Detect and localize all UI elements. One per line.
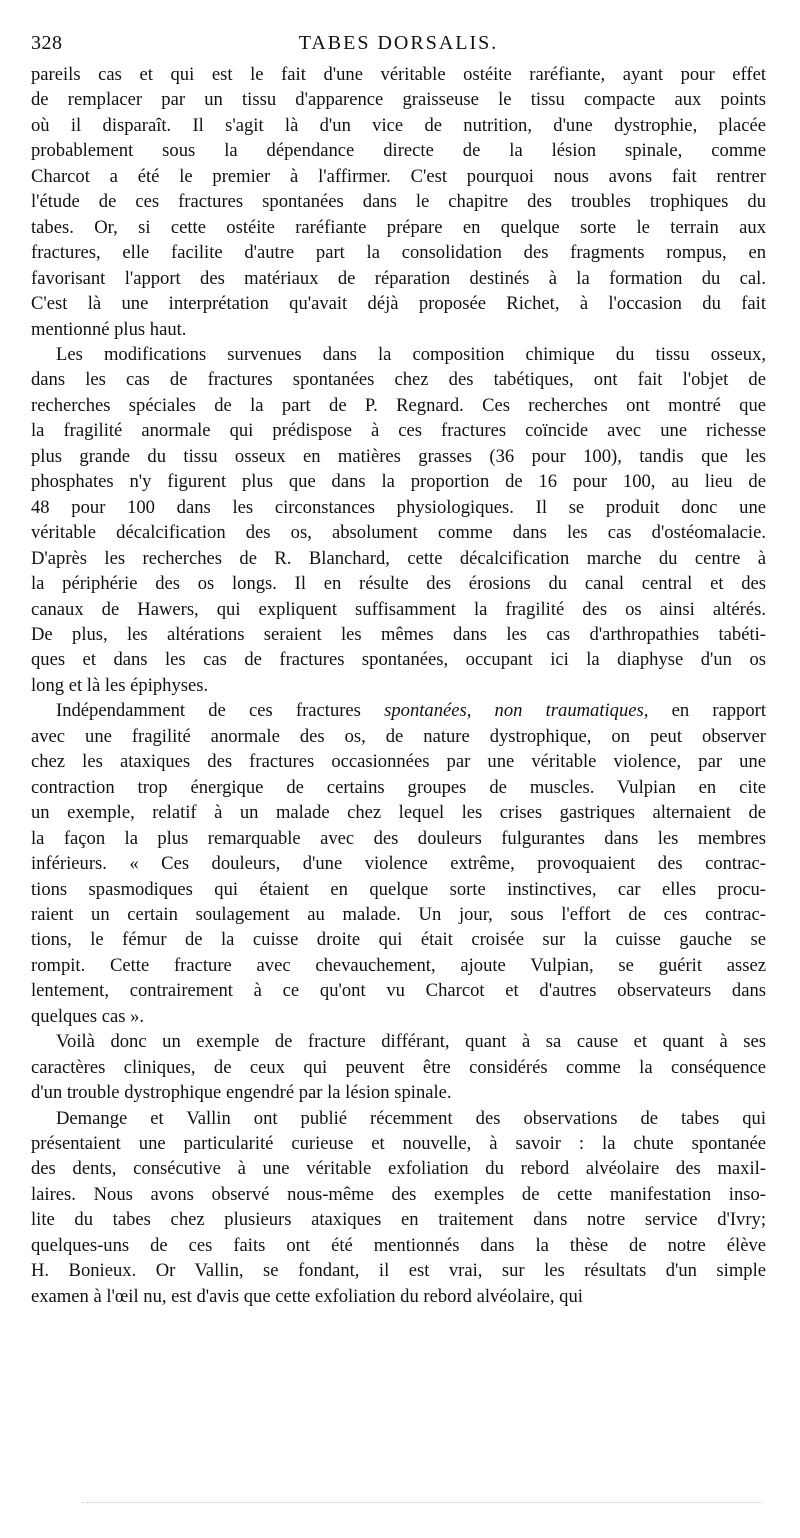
text-line: Demange et Vallin ont publié récemment des observations de tabes qui <box>56 1107 766 1129</box>
text-line: raient un certain soulagement au malade. Un jour, sous l'effort de ces contrac- <box>31 903 766 925</box>
paragraph <box>31 342 766 698</box>
paragraph <box>31 62 766 342</box>
text-line: probablement sous la dépendance directe de la lésion spinale, comme <box>31 140 766 162</box>
text-line: tabes. Or, si cette ostéite raréfiante prépare en quelque sorte le terrain aux <box>31 216 766 238</box>
text-line: C'est là une interprétation qu'avait déjà proposée Richet, à l'occasion du fait <box>31 293 766 315</box>
text-line: contraction trop énergique de certains groupes de muscles. Vulpian en cite <box>31 776 766 798</box>
text-line: examen à l'œil nu, est d'avis que cette exfoliation du rebord alvéolaire, qui <box>31 1285 583 1307</box>
page-header <box>31 28 766 58</box>
text-line: 48 pour 100 dans les circonstances physiologiques. Il se produit donc une <box>31 496 766 518</box>
text-line: présentaient une particularité curieuse et nouvelle, à savoir : la chute spontanée <box>31 1133 766 1155</box>
text-line: l'étude de ces fractures spontanées dans le chapitre des troubles trophiques du <box>31 191 766 213</box>
running-title: TABES DORSALIS. <box>298 32 499 54</box>
text-line <box>31 698 766 723</box>
text-line: chez les ataxiques des fractures occasionnées par une véritable violence, par une <box>31 751 766 773</box>
text-line: pareils cas et qui est le fait d'une véritable ostéite raréfiante, ayant pour effet <box>31 64 766 85</box>
text-line: où il disparaît. Il s'agit là d'un vice de nutrition, d'une dystrophie, placée <box>31 114 766 136</box>
text-line: quelques-uns de ces faits ont été mentionnés dans la thèse de notre élève <box>31 1234 766 1256</box>
text-line: favorisant l'apport des matériaux de réparation destinés à la formation du cal. <box>31 267 766 289</box>
text-line: des dents, consécutive à une véritable exfoliation du rebord alvéolaire des maxil- <box>31 1158 766 1180</box>
text-line: D'après les recherches de R. Blanchard, cette décalcification marche du centre à <box>31 547 766 569</box>
text-line: de remplacer par un tissu d'apparence graisseuse le tissu compacte aux points <box>31 89 766 111</box>
text-line: quelques cas ». <box>31 1005 145 1027</box>
text-line: caractères cliniques, de ceux qui peuvent être considérés comme la conséquence <box>31 1056 766 1078</box>
text-line: tions, le fémur de la cuisse droite qui était croisée sur la cuisse gauche se <box>31 929 766 951</box>
page-number: 328 <box>31 32 63 54</box>
text-line: long et là les épiphyses. <box>31 674 209 696</box>
body-text <box>31 62 766 1309</box>
text-line: la façon la plus remarquable avec des douleurs fulgurantes dans les membres <box>31 827 766 849</box>
text-line: rompit. Cette fracture avec chevauchement, ajoute Vulpian, se guérit assez <box>31 954 766 976</box>
text-run: en rapport <box>648 700 767 722</box>
text-line: mentionné plus haut. <box>31 318 187 340</box>
text-line: Charcot a été le premier à l'affirmer. C'est pourquoi nous avons fait rentrer <box>31 165 766 187</box>
text-line: laires. Nous avons observé nous-même des exemples de cette manifestation inso- <box>31 1183 766 1205</box>
text-line: lentement, contrairement à ce qu'ont vu Charcot et d'autres observateurs dans <box>31 980 766 1002</box>
text-line: inférieurs. « Ces douleurs, d'une violence extrême, provoquaient des contrac- <box>31 853 766 875</box>
paragraph <box>31 1106 766 1310</box>
text-line: phosphates n'y figurent plus que dans la proportion de 16 pour 100, au lieu de <box>31 471 766 493</box>
paragraph <box>31 1029 766 1105</box>
text-line: Les modifications survenues dans la composition chimique du tissu osseux, <box>56 343 766 365</box>
text-line: la fragilité anormale qui prédispose à ces fractures coïncide avec une richesse <box>31 420 766 442</box>
text-line: avec une fragilité anormale des os, de nature dystrophique, on peut observer <box>31 725 766 747</box>
text-line: la périphérie des os longs. Il en résulte des érosions du canal central et des <box>31 573 766 595</box>
text-line: H. Bonieux. Or Vallin, se fondant, il est vrai, sur les résultats d'un simple <box>31 1260 766 1282</box>
emphasized-text: spontanées, non traumatiques, <box>384 700 649 722</box>
text-line: fractures, elle facilite d'autre part la consolidation des fragments rompus, en <box>31 242 766 264</box>
text-line: véritable décalcification des os, absolument comme dans les cas d'ostéomalacie. <box>31 522 766 544</box>
text-line: plus grande du tissu osseux en matières grasses (36 pour 100), tandis que les <box>31 445 766 467</box>
book-page <box>31 28 766 1309</box>
text-line: dans les cas de fractures spontanées chez des tabétiques, ont fait l'objet de <box>31 369 766 391</box>
text-line: un exemple, relatif à un malade chez lequel les crises gastriques alternaient de <box>31 802 766 824</box>
footer-rule <box>82 1502 762 1503</box>
text-run: Indépendamment de ces fractures <box>56 700 385 722</box>
paragraph <box>31 698 766 1029</box>
text-line: De plus, les altérations seraient les mêmes dans les cas d'arthropathies tabéti- <box>31 623 766 645</box>
text-line: recherches spéciales de la part de P. Regnard. Ces recherches ont montré que <box>31 394 766 416</box>
text-line: canaux de Hawers, qui expliquent suffisamment la fragilité des os ainsi altérés. <box>31 598 766 620</box>
text-line: ques et dans les cas de fractures spontanées, occupant ici la diaphyse d'un os <box>31 649 766 671</box>
text-line: tions spasmodiques qui étaient en quelque sorte instinctives, car elles procu- <box>31 878 766 900</box>
text-line: lite du tabes chez plusieurs ataxiques en traitement dans notre service d'Ivry; <box>31 1209 766 1231</box>
text-line: Voilà donc un exemple de fracture différant, quant à sa cause et quant à ses <box>56 1031 766 1053</box>
text-line: d'un trouble dystrophique engendré par la lésion spinale. <box>31 1082 452 1104</box>
